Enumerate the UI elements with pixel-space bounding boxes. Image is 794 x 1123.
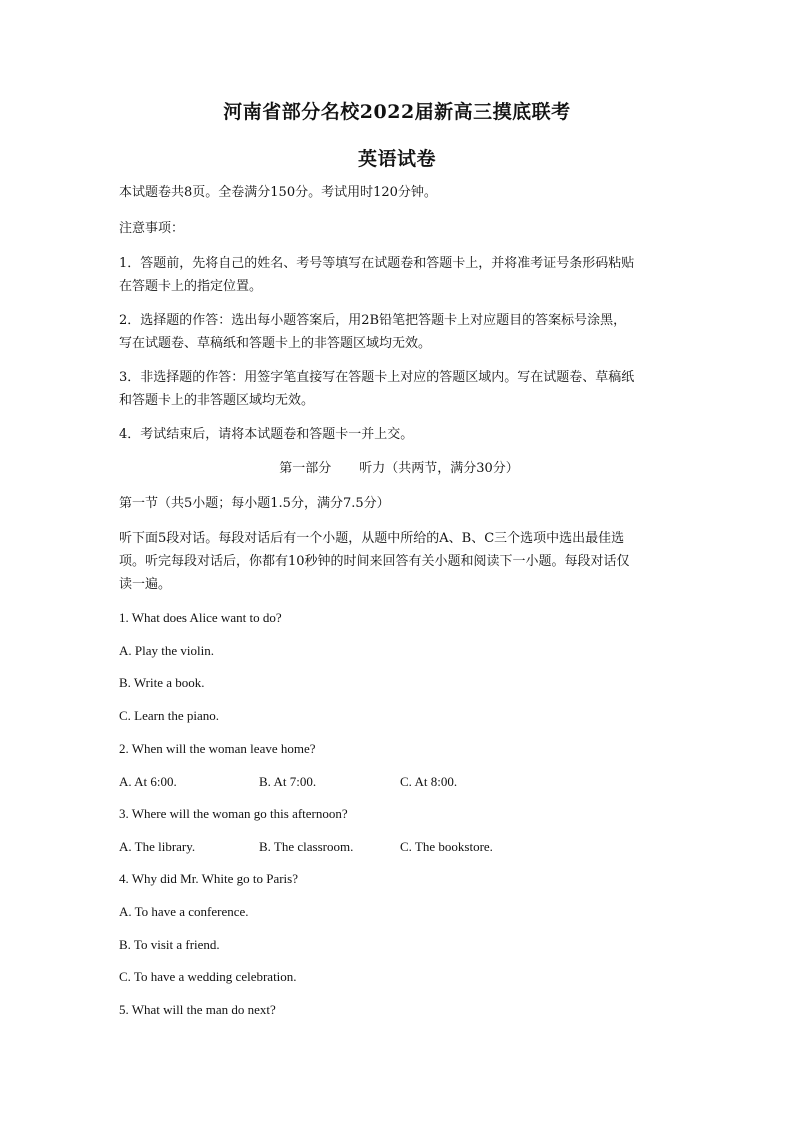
question-2-option-c: C. At 8:00. xyxy=(400,774,458,789)
question-1-option-c: C. Learn the piano. xyxy=(119,708,219,723)
question-3-option-a: A. The library. xyxy=(119,839,196,854)
question-4-option-b: B. To visit a friend. xyxy=(119,937,220,952)
question-2-option-a: A. At 6:00. xyxy=(119,774,177,789)
exam-intro: 本试题卷共8页。全卷满分150分。考试用时120分钟。 xyxy=(119,185,437,200)
instructions-line-1: 听下面5段对话。每段对话后有一个小题，从题中所给的A、B、C三个选项中选出最佳选 xyxy=(119,531,625,546)
question-3: 3. Where will the woman go this afternoon? xyxy=(119,806,348,821)
question-4: 4. Why did Mr. White go to Paris? xyxy=(119,871,298,886)
question-4-option-c: C. To have a wedding celebration. xyxy=(119,969,297,984)
notice-2-line-2: 写在试题卷、草稿纸和答题卡上的非答题区域均无效。 xyxy=(119,336,432,351)
question-3-option-b: B. The classroom. xyxy=(259,839,354,854)
notice-4: 4．考试结束后，请将本试题卷和答题卡一并上交。 xyxy=(119,427,414,442)
question-3-option-c: C. The bookstore. xyxy=(400,839,493,854)
section1-heading: 第一节（共5小题；每小题1.5分，满分7.5分） xyxy=(119,496,390,511)
notice-3-line-2: 和答题卡上的非答题区域均无效。 xyxy=(119,393,315,408)
notice-3-line-1: 3．非选择题的作答：用签字笔直接写在答题卡上对应的答题区域内。写在试题卷、草稿纸 xyxy=(119,370,635,385)
question-2-option-b: B. At 7:00. xyxy=(259,774,317,789)
part1-label: 第一部分 xyxy=(279,461,332,476)
question-1-option-b: B. Write a book. xyxy=(119,675,205,690)
question-4-option-a: A. To have a conference. xyxy=(119,904,249,919)
notice-1-line-2: 在答题卡上的指定位置。 xyxy=(119,279,263,294)
question-1: 1. What does Alice want to do? xyxy=(119,610,282,625)
notice-header: 注意事项： xyxy=(119,221,185,236)
exam-title: 河南省部分名校2022届新高三摸底联考 xyxy=(223,101,571,123)
instructions-line-3: 读一遍。 xyxy=(119,577,172,592)
question-1-option-a: A. Play the violin. xyxy=(119,643,214,658)
part1-desc: 听力（共两节，满分30分） xyxy=(359,461,519,476)
notice-1-line-1: 1．答题前，先将自己的姓名、考号等填写在试题卷和答题卡上，并将准考证号条形码粘贴 xyxy=(119,256,635,271)
question-2: 2. When will the woman leave home? xyxy=(119,741,316,756)
part1-heading xyxy=(119,458,679,481)
question-5: 5. What will the man do next? xyxy=(119,1002,276,1017)
exam-subtitle: 英语试卷 xyxy=(357,148,436,170)
notice-2-line-1: 2．选择题的作答：选出每小题答案后，用2B铅笔把答题卡上对应题目的答案标号涂黑， xyxy=(119,313,627,328)
instructions-line-2: 项。听完每段对话后，你都有10秒钟的时间来回答有关小题和阅读下一小题。每段对话仅 xyxy=(119,554,630,569)
